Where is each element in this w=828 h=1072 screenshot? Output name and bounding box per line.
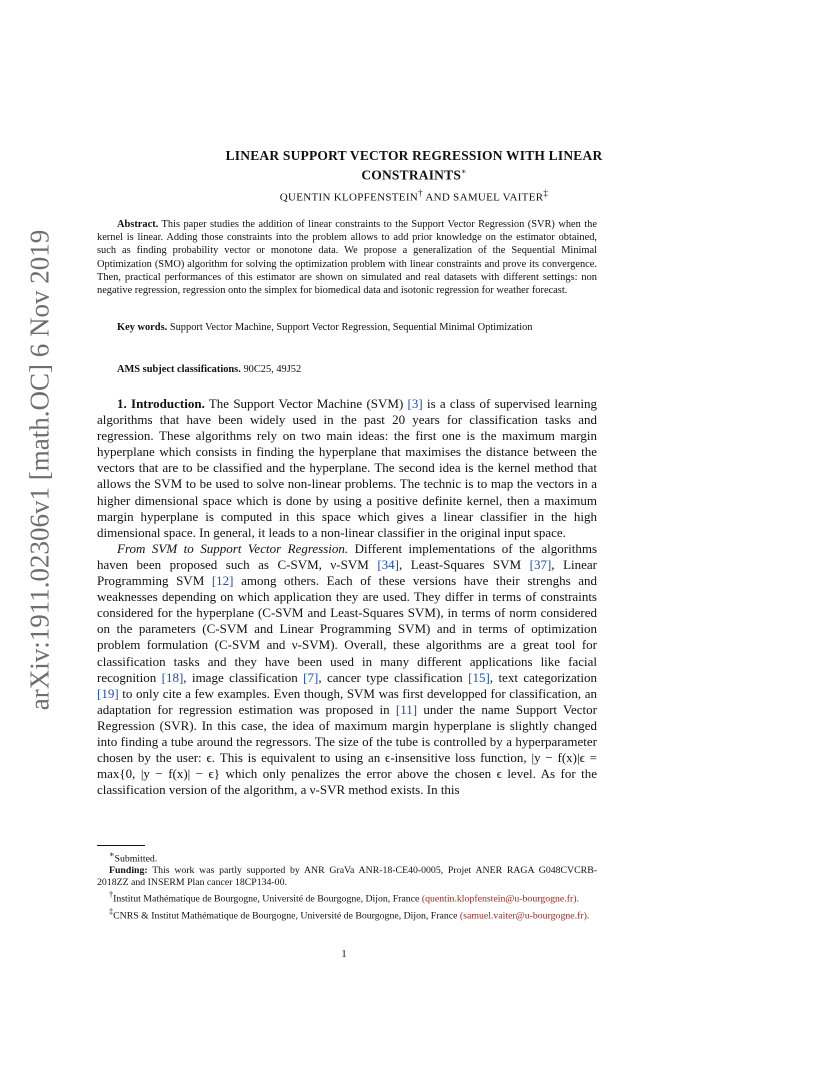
- title-line-2-text: CONSTRAINTS: [361, 167, 462, 183]
- author-1-mark: †: [418, 188, 423, 198]
- intro-paragraph-1: [97, 396, 597, 541]
- abstract-label: Abstract.: [117, 219, 159, 230]
- footnote-text: CNRS & Institut Mathématique de Bourgogne, Université de Bourgogne, Dijon, France: [113, 909, 458, 921]
- paragraph-heading: From SVM to Support Vector Regression.: [117, 540, 349, 556]
- intro-text: , text categorization: [489, 669, 597, 685]
- keywords: [97, 321, 597, 334]
- citation-link[interactable]: [7]: [303, 669, 319, 685]
- footnote-mark: ∗: [109, 850, 115, 859]
- keywords-text: Support Vector Machine, Support Vector Regression, Sequential Minimal Optimization: [169, 322, 533, 333]
- footnote-affiliation-2: [97, 906, 597, 922]
- citation-link[interactable]: [37]: [529, 556, 552, 572]
- intro-paragraph-2: [97, 541, 597, 799]
- introduction-section: [97, 396, 597, 798]
- author-1: QUENTIN KLOPFENSTEIN: [279, 191, 419, 204]
- footnote-mark: ‡: [109, 906, 114, 916]
- author-2: SAMUEL VAITER: [453, 191, 544, 204]
- footnote-text: Submitted.: [114, 853, 158, 865]
- paper-title: [110, 148, 718, 184]
- intro-text: is a class of supervised learning algorithms that have been widely used in the past 20 years for classification tasks and regression. These algorithms rely on two main ideas: the first one is the maximum margin hyperplane which consists in finding the hyperplane that maximises the distance between the vectors that are to be classified and the hyperplane. The second idea is the kernel method that allows the SVM to be used to solve non-linear problems. The technic is to map the vectors in a higher dimensional space which is done by using a positive definite kernel, then a maximum margin hyperplane is computed in this space which gives a linear classifier in the high dimensional space. In general, it leads to a non-linear classifier in the original input space.: [97, 396, 598, 540]
- title-footnote-mark: ∗: [461, 167, 467, 176]
- abstract: [97, 218, 597, 297]
- citation-link[interactable]: [19]: [97, 685, 119, 701]
- footnotes: [97, 849, 597, 922]
- footnote-affiliation-1: [97, 889, 597, 905]
- title-line-2: [110, 164, 718, 184]
- footnote-rule: [97, 845, 145, 846]
- email-link[interactable]: (quentin.klopfenstein@u-bourgogne.fr).: [421, 893, 579, 905]
- author-conjunction: AND: [425, 191, 451, 204]
- intro-text: to only cite a few examples. Even though, SVM was first developped for classification, an adaptation for regression estimation was proposed in: [97, 685, 597, 717]
- section-heading: 1. Introduction.: [117, 396, 205, 411]
- ams-label: AMS subject classifications.: [117, 364, 241, 375]
- abstract-text: This paper studies the addition of linear constraints to the Support Vector Regression (SVR) when the kernel is linear. Adding those constraints into the problem allows to add prior knowledge on the estimator obtained, such as finding probability vector or monotone data. We propose a generalization of the Sequential Minimal Optimization (SMO) algorithm for solving the optimization problem with linear constraints and prove its convergence. Then, practical performances of this estimator are shown on simulated and real datasets with different settings: non negative regression, regression onto the simplex for biomedical data and isotonic regression for weather forecast.: [97, 219, 597, 297]
- citation-link[interactable]: [34]: [377, 556, 399, 572]
- ams-classifications: [97, 363, 597, 376]
- footnote-funding: [97, 865, 597, 889]
- citation-link[interactable]: [12]: [211, 573, 234, 589]
- intro-text: , Linear Programming SVM: [97, 556, 597, 589]
- intro-text: , cancer type classification: [318, 669, 469, 685]
- intro-text: under the name Support Vector Regression (SVR). In this case, the idea of maximum margin hyperplane is slightly changed into finding a tube around the regressors. The size of the tube is controlled by a hyperparameter chosen by the user: ϵ. This is equivalent to using an ϵ-insensitive loss function, |y − f(x)|ϵ = max{0, |y − f(x)| − ϵ} which only penalizes the error above the chosen ϵ level. As for the classification version of the algorithm, a ν-SVR method exists. In this: [97, 701, 597, 798]
- title-line-1: LINEAR SUPPORT VECTOR REGRESSION WITH LINEAR: [225, 148, 603, 163]
- intro-text: The Support Vector Machine (SVM): [208, 396, 408, 411]
- author-2-mark: ‡: [543, 188, 549, 198]
- funding-label: Funding:: [109, 865, 148, 877]
- footnote-text: Institut Mathématique de Bourgogne, Université de Bourgogne, Dijon, France: [113, 893, 420, 905]
- intro-text: , image classification: [183, 669, 304, 685]
- footnote-submitted: [97, 849, 597, 865]
- email-link[interactable]: (samuel.vaiter@u-bourgogne.fr).: [459, 909, 590, 921]
- citation-link[interactable]: [15]: [468, 669, 490, 685]
- intro-text: , Least-Squares SVM: [399, 556, 530, 572]
- intro-text: among others. Each of these versions have their strenghs and weaknesses depending on which application they are used. They differ in terms of constraints considered for the hyperplane (C-SVM and Least-Squares SVM), in terms of norm considered on the parameters (C-SVM and Linear Programming SVM) and in terms of optimization problem formulation (C-SVM and ν-SVM). Overall, these algorithms are a great tool for classification tasks and they have been used in many different applications like facial recognition: [97, 573, 597, 685]
- citation-link[interactable]: [3]: [407, 396, 423, 411]
- page-number: 1: [341, 948, 347, 960]
- citation-link[interactable]: [18]: [161, 669, 184, 685]
- author-line: [110, 188, 718, 204]
- arxiv-identifier: [22, 229, 58, 711]
- footnote-text: This work was partly supported by ANR GraVa ANR-18-CE40-0005, Projet ANER RAGA G048CVCRB-2018ZZ and INSERM Plan cancer 18CP134-00.: [97, 865, 597, 889]
- intro-text: Different implementations of the algorithms haven been proposed such as C-SVM, ν-SVM: [97, 540, 597, 572]
- footnote-mark: †: [109, 890, 114, 900]
- ams-text: 90C25, 49J52: [243, 364, 302, 375]
- arxiv-identifier-text: arXiv:1911.02306v1 [math.OC] 6 Nov 2019: [24, 229, 55, 711]
- citation-link[interactable]: [11]: [395, 701, 418, 717]
- keywords-label: Key words.: [117, 322, 168, 333]
